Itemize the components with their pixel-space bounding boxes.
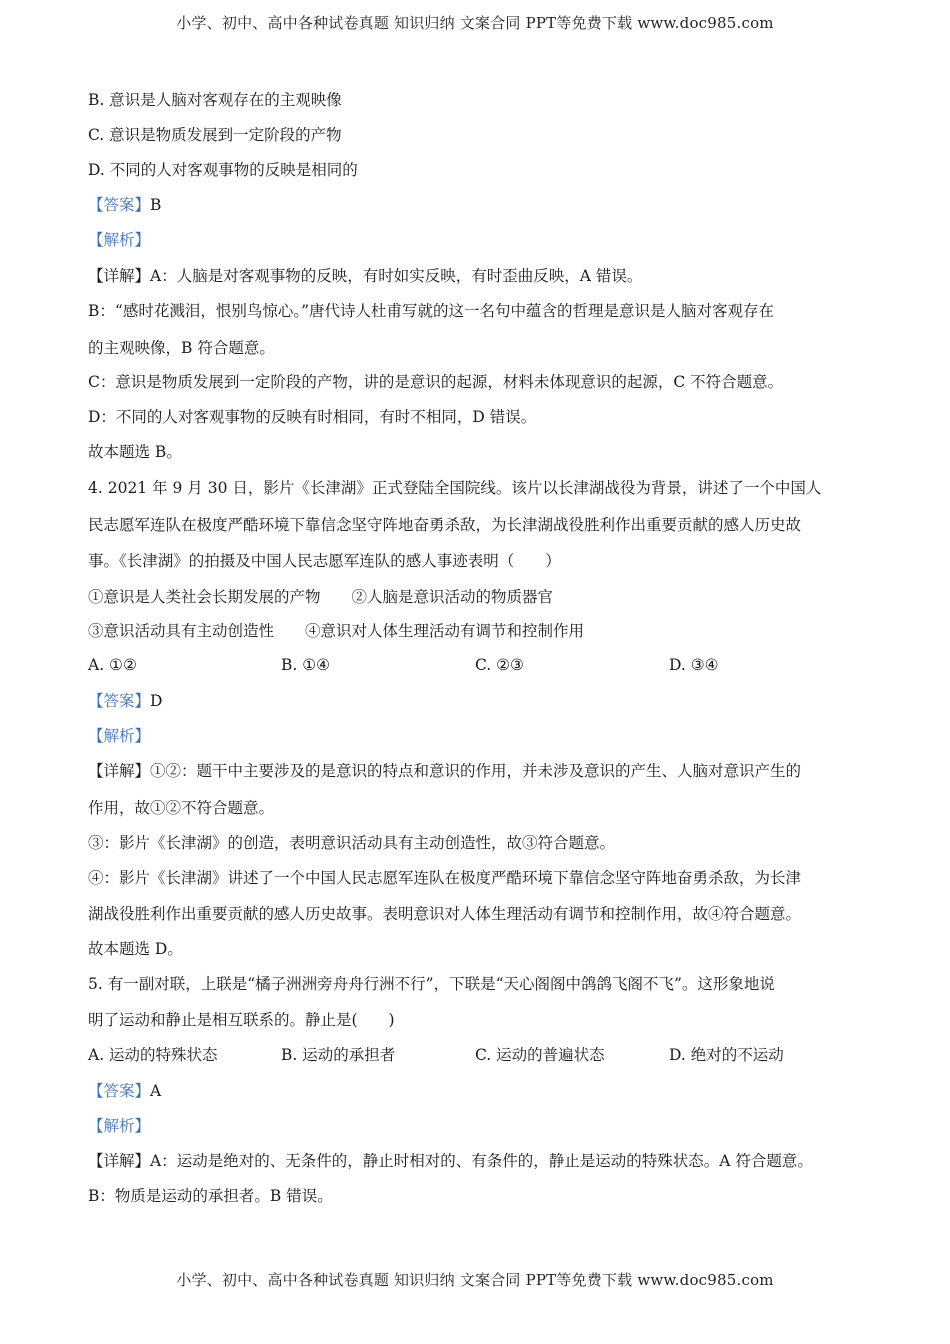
answer-tag: 【答案】 [88,692,151,710]
option-c: C. 运动的普遍状态 [475,1046,605,1064]
question-stem: 民志愿军连队在极度严酷环境下靠信念坚守阵地奋勇杀敌，为长津湖战役胜利作出重要贡献的感人历史故 [88,516,802,534]
question-stem: 4. 2021 年 9 月 30 日，影片《长津湖》正式登陆全国院线。该片以长津湖战役为背景，讲述了一个中国人 [88,479,822,497]
option-d: D. ③④ [669,656,719,674]
detail-tag: 【详解】 [88,267,151,285]
conclusion: 故本题选 D。 [88,940,183,958]
detail-line: D：不同的人对客观事物的反映有时相同，有时不相同，D 错误。 [88,408,537,426]
question-stem: 5. 有一副对联，上联是“橘子洲洲旁舟舟行洲不行”，下联是“天心阁阁中鸽鸽飞阁不飞”。这形象地说 [88,975,775,993]
statement-items: ③意识活动具有主动创造性 ④意识对人体生理活动有调节和控制作用 [88,622,585,640]
option-c: C. ②③ [475,656,524,674]
analysis-tag: 【解析】 [88,1117,151,1135]
statement-items: ①意识是人类社会长期发展的产物 ②人脑是意识活动的物质器官 [88,588,554,606]
answer-value: D [150,692,163,710]
answer-line [88,194,161,216]
detail-text: ①②：题干中主要涉及的是意识的特点和意识的作用，并未涉及意识的产生、人脑对意识产生的 [150,762,802,780]
detail-line: C：意识是物质发展到一定阶段的产物，讲的是意识的起源，材料未体现意识的起源，C 不符合题意。 [88,373,784,391]
detail-line: B：“感时花溅泪，恨别鸟惊心。”唐代诗人杜甫写就的这一名句中蕴含的哲理是意识是人脑对客观存在 [88,302,774,320]
option-a: A. ①② [88,656,137,674]
detail-line [88,1150,813,1172]
detail-tag: 【详解】 [88,1152,151,1170]
answer-tag: 【答案】 [88,196,151,214]
detail-line: 湖战役胜利作出重要贡献的感人历史故事。表明意识对人体生理活动有调节和控制作用，故④符合题意。 [88,905,802,923]
detail-text: A：运动是绝对的、无条件的，静止时相对的、有条件的，静止是运动的特殊状态。A 符合题意。 [150,1152,813,1170]
page-header: 小学、初中、高中各种试卷真题 知识归纳 文案合同 PPT等免费下载 www.doc985.com [176,14,774,32]
detail-line: B：物质是运动的承担者。B 错误。 [88,1187,333,1205]
question-stem: 事。《长津湖》的拍摄及中国人民志愿军连队的感人事迹表明（ ） [88,552,561,570]
detail-line: ④：影片《长津湖》讲述了一个中国人民志愿军连队在极度严酷环境下靠信念坚守阵地奋勇杀敌，为长津 [88,869,802,887]
page-footer: 小学、初中、高中各种试卷真题 知识归纳 文案合同 PPT等免费下载 www.doc985.com [176,1271,774,1289]
analysis-tag: 【解析】 [88,727,151,745]
answer-value: A [150,1082,162,1100]
answer-tag: 【答案】 [88,1082,151,1100]
analysis-tag: 【解析】 [88,231,151,249]
option-b: B. ①④ [281,656,331,674]
option-a: A. 运动的特殊状态 [88,1046,218,1064]
detail-line [88,760,801,782]
option-d: D. 绝对的不运动 [669,1046,784,1064]
conclusion: 故本题选 B。 [88,443,182,461]
option-b: B. 运动的承担者 [281,1046,396,1064]
answer-line [88,690,162,712]
detail-line: 的主观映像，B 符合题意。 [88,339,275,357]
detail-line: 作用，故①②不符合题意。 [88,799,275,817]
detail-tag: 【详解】 [88,762,151,780]
question-stem: 明了运动和静止是相互联系的。静止是( ) [88,1011,395,1029]
answer-line [88,1080,161,1102]
detail-text: A：人脑是对客观事物的反映，有时如实反映，有时歪曲反映，A 错误。 [150,267,643,285]
option-d: D. 不同的人对客观事物的反映是相同的 [88,161,358,179]
option-c: C. 意识是物质发展到一定阶段的产物 [88,126,342,144]
detail-line [88,265,642,287]
detail-line: ③：影片《长津湖》的创造，表明意识活动具有主动创造性，故③符合题意。 [88,834,616,852]
answer-value: B [150,196,162,214]
option-b: B. 意识是人脑对客观存在的主观映像 [88,91,342,109]
